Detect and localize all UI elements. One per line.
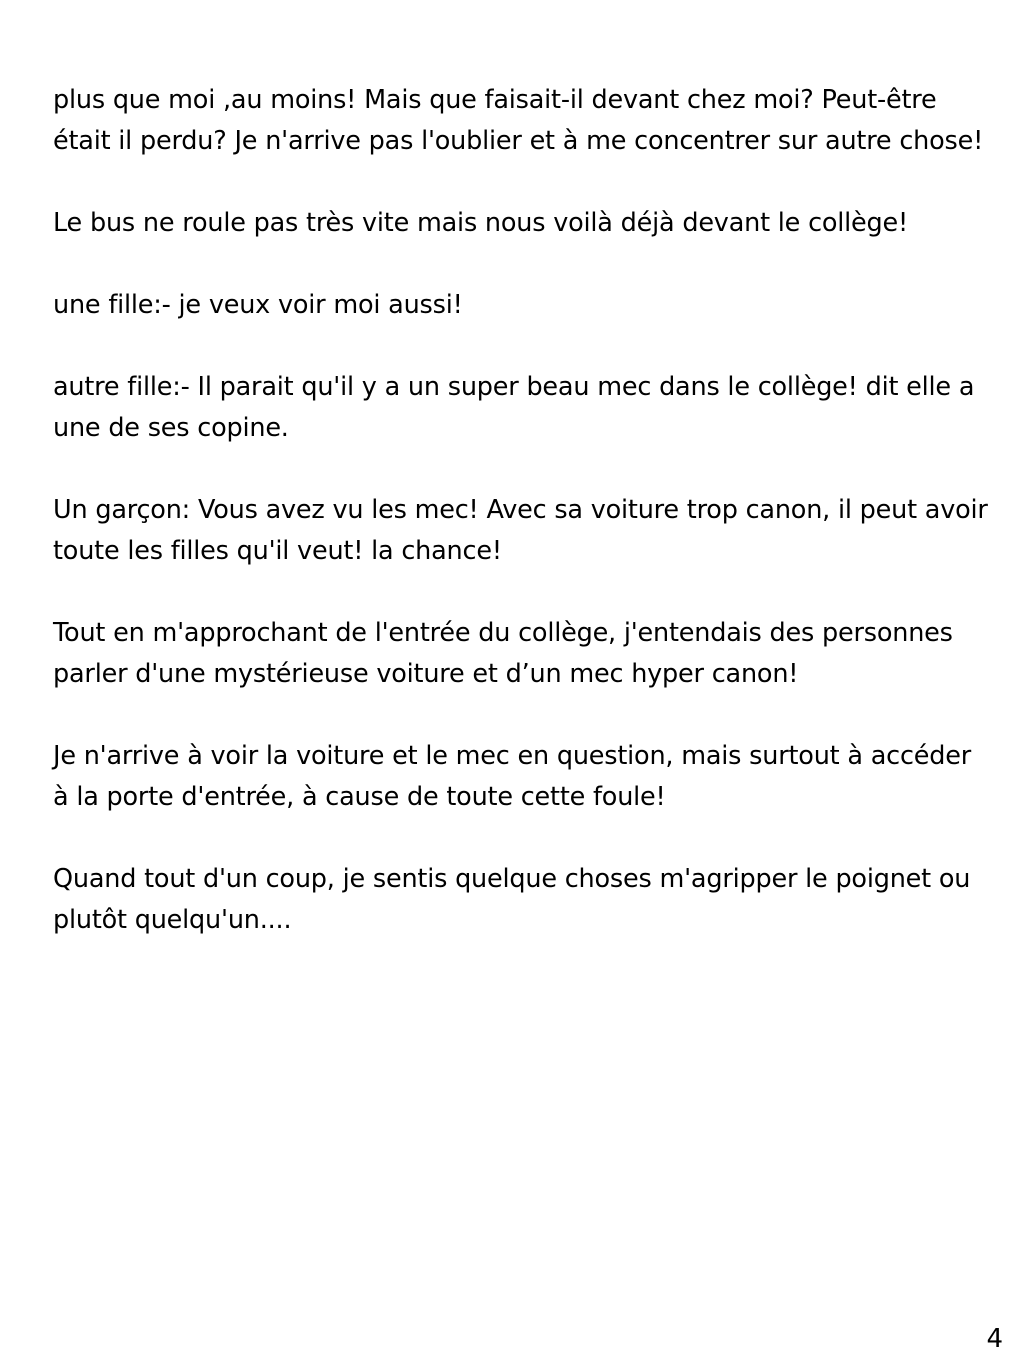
page-number: 4 [986,1324,1003,1354]
paragraph-3: une fille:- je veux voir moi aussi! [53,290,463,320]
paragraph-1: plus que moi ,au moins! Mais que faisait-il devant chez moi? Peut-être était il perdu? Je n'arrive pas l'oublier et à me concentrer sur autre chose! [53,85,984,156]
story-text [53,80,993,941]
paragraph-4: autre fille:- Il parait qu'il y a un super beau mec dans le collège! dit elle a une de ses copine. [53,372,975,443]
paragraph-7: Je n'arrive à voir la voiture et le mec en question, mais surtout à accéder à la porte d'entrée, à cause de toute cette foule! [53,741,972,812]
paragraph-5: Un garçon: Vous avez vu les mec! Avec sa voiture trop canon, il peut avoir toute les filles qu'il veut! la chance! [53,495,988,566]
paragraph-6: Tout en m'approchant de l'entrée du collège, j'entendais des personnes parler d'une mystérieuse voiture et d’un mec hyper canon! [53,618,953,689]
paragraph-2: Le bus ne roule pas très vite mais nous voilà déjà devant le collège! [53,208,909,238]
paragraph-8: Quand tout d'un coup, je sentis quelque choses m'agripper le poignet ou plutôt quelqu'un.... [53,864,971,935]
